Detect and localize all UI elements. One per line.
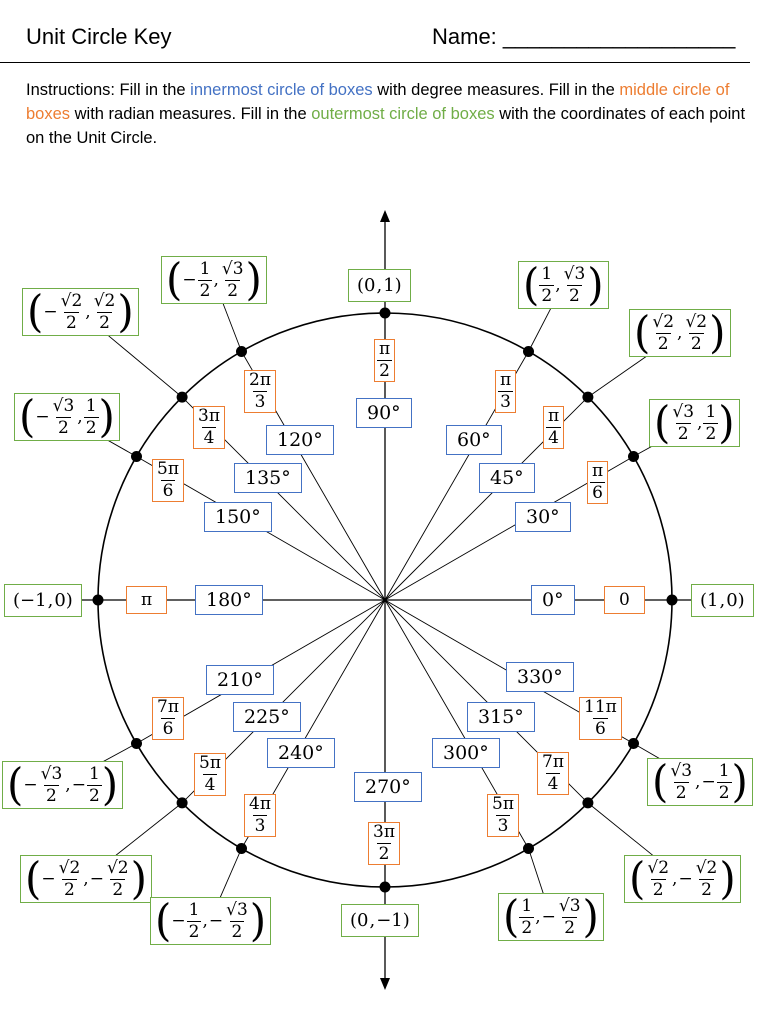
fraction-denominator: 2 — [718, 782, 730, 803]
radian-box-150 — [152, 459, 184, 502]
value-text: 0 — [357, 910, 369, 931]
radian-box-210 — [152, 697, 184, 740]
fraction-denominator: 2 — [379, 361, 390, 381]
minus-sign: − — [23, 775, 38, 795]
value-text: π — [141, 590, 153, 610]
fraction-numerator: π — [592, 461, 604, 481]
fraction — [668, 760, 694, 803]
open-paren: ( — [652, 755, 669, 808]
fraction-denominator: 2 — [66, 312, 77, 333]
degree-box-225: 225° — [233, 702, 301, 732]
fraction — [155, 461, 181, 500]
coordinate-box-225 — [20, 852, 152, 905]
open-paren: ( — [7, 758, 24, 811]
fraction-denominator: 2 — [112, 879, 124, 900]
fraction — [220, 258, 246, 301]
open-paren: ( — [634, 306, 651, 359]
fraction-numerator: √3 — [558, 895, 581, 916]
coordinate-box-240 — [150, 894, 271, 947]
fraction — [683, 311, 709, 354]
fraction-numerator: 7π — [542, 752, 564, 772]
fraction-denominator: 2 — [657, 333, 669, 354]
fraction-numerator: 2π — [249, 370, 271, 390]
fraction — [590, 463, 605, 502]
fraction — [519, 895, 534, 938]
instructions-coordinate-hint: outermost circle of boxes — [311, 105, 495, 123]
coordinate-box-60 — [518, 258, 609, 311]
radian-box-300 — [487, 794, 519, 837]
fraction-numerator: 4π — [249, 794, 271, 814]
fraction — [670, 401, 696, 444]
fraction-denominator: 4 — [204, 775, 216, 795]
fraction — [57, 857, 83, 900]
degree-box-270: 270° — [354, 772, 422, 802]
fraction-numerator: 1 — [188, 899, 200, 920]
fraction-numerator: 1 — [521, 895, 533, 916]
fraction-numerator: π — [379, 339, 391, 359]
coordinate-box-270 — [341, 904, 419, 937]
fraction-numerator: 7π — [157, 697, 179, 717]
minus-sign: − — [678, 869, 693, 889]
fraction — [247, 796, 273, 835]
radian-box-330 — [579, 697, 622, 740]
fraction — [371, 824, 397, 863]
coordinate-box-315 — [624, 852, 741, 905]
close-paren: ) — [245, 253, 262, 306]
fraction-numerator: 11π — [584, 697, 617, 717]
radian-box-90 — [374, 339, 395, 382]
coordinate-box-150 — [14, 390, 120, 443]
fraction-numerator: √3 — [672, 401, 695, 422]
fraction-numerator: √2 — [685, 311, 708, 332]
comma: , — [77, 407, 83, 427]
open-paren: ( — [523, 258, 540, 311]
fraction-denominator: 2 — [569, 285, 580, 306]
close-paren: ) — [65, 590, 73, 611]
comma: , — [719, 590, 726, 611]
fraction-numerator: √3 — [563, 263, 586, 284]
instructions-text: with degree measures. Fill in the — [372, 81, 620, 99]
instructions-text: with the coordinates of each point on the Unit Circle. — [26, 105, 746, 147]
fraction — [694, 857, 720, 900]
fraction — [562, 263, 588, 306]
fraction-numerator: 5π — [199, 753, 221, 773]
open-paren: ( — [629, 852, 646, 905]
fraction-numerator: √2 — [60, 290, 83, 311]
degree-box-240: 240° — [267, 738, 335, 768]
fraction-denominator: 3 — [500, 392, 511, 412]
minus-sign: − — [701, 772, 716, 792]
fraction-denominator: 2 — [675, 782, 687, 803]
fraction-numerator: √3 — [670, 760, 693, 781]
fraction-denominator: 3 — [497, 816, 509, 836]
minus-sign: − — [35, 407, 50, 427]
degree-box-45: 45° — [479, 463, 535, 493]
fraction — [717, 760, 732, 803]
fraction-denominator: 4 — [548, 428, 559, 448]
minus-sign: − — [541, 907, 556, 927]
fraction-denominator: 2 — [85, 417, 97, 438]
radian-box-240 — [244, 794, 276, 837]
instructions-text: Instructions: Fill in the — [26, 81, 191, 99]
fraction-numerator: 1 — [85, 395, 97, 416]
fraction-denominator: 3 — [254, 816, 266, 836]
comma: , — [677, 323, 683, 343]
fraction-numerator: 1 — [541, 263, 553, 284]
coordinate-box-180 — [4, 584, 82, 617]
radian-box-270 — [368, 822, 400, 865]
degree-box-315: 315° — [467, 702, 535, 732]
open-paren: ( — [700, 590, 708, 611]
fraction-denominator: 2 — [188, 921, 200, 942]
coordinate-box-135 — [22, 285, 139, 338]
fraction — [84, 395, 99, 438]
instructions-radian-hint: middle circle of boxes — [26, 81, 730, 123]
fraction-denominator: 6 — [594, 719, 606, 739]
value-text: 0 — [364, 275, 376, 296]
page-title: Unit Circle Key — [26, 24, 172, 49]
fraction — [92, 290, 118, 333]
fraction — [546, 408, 561, 447]
degree-box-90: 90° — [356, 398, 412, 428]
value-text: −1 — [376, 910, 403, 931]
fraction-numerator: 3π — [198, 406, 220, 426]
fraction-denominator: 4 — [547, 774, 559, 794]
close-paren: ) — [98, 390, 115, 443]
degree-box-135: 135° — [234, 463, 302, 493]
fraction-numerator: 5π — [157, 459, 179, 479]
coordinate-box-45 — [629, 306, 731, 359]
close-paren: ) — [249, 894, 267, 947]
comma: , — [697, 413, 703, 433]
fraction-numerator: 1 — [88, 763, 100, 784]
fraction-numerator: 1 — [718, 760, 730, 781]
fraction-denominator: 2 — [58, 417, 69, 438]
degree-box-180: 180° — [195, 585, 263, 615]
fraction-denominator: 2 — [564, 917, 576, 938]
value-text: 1 — [383, 275, 395, 296]
instructions-text: with radian measures. Fill in the — [70, 105, 312, 123]
comma: , — [535, 907, 541, 927]
fraction-denominator: 2 — [677, 423, 689, 444]
comma: , — [555, 275, 561, 295]
coordinate-box-0 — [691, 584, 754, 617]
fraction — [377, 341, 392, 380]
open-paren: ( — [350, 910, 358, 931]
fraction — [490, 796, 516, 835]
comma: , — [695, 772, 701, 792]
open-paren: ( — [654, 396, 671, 449]
fraction-numerator: √2 — [106, 857, 129, 878]
fraction-denominator: 2 — [652, 879, 664, 900]
fraction-denominator: 2 — [199, 280, 211, 301]
fraction-denominator: 2 — [690, 333, 702, 354]
fraction-denominator: 2 — [88, 785, 100, 806]
fraction — [224, 899, 250, 942]
fraction-numerator: √3 — [221, 258, 244, 279]
coordinate-box-330 — [647, 755, 753, 808]
fraction — [645, 857, 671, 900]
fraction — [197, 755, 223, 794]
fraction-numerator: 1 — [705, 401, 717, 422]
coordinate-box-90 — [348, 269, 411, 302]
fraction — [582, 699, 619, 738]
fraction — [650, 311, 676, 354]
open-paren: ( — [13, 590, 21, 611]
fraction-denominator: 2 — [64, 879, 75, 900]
fraction — [539, 263, 554, 306]
minus-sign: − — [71, 775, 86, 795]
fraction-numerator: √2 — [647, 857, 670, 878]
degree-box-150: 150° — [204, 502, 272, 532]
minus-sign: − — [182, 270, 197, 290]
radian-box-315 — [537, 752, 569, 795]
degree-box-60: 60° — [446, 425, 502, 455]
value-text: 1 — [707, 590, 719, 611]
degree-box-300: 300° — [432, 738, 500, 768]
fraction — [51, 395, 77, 438]
comma: , — [65, 775, 71, 795]
radian-box-120 — [244, 370, 276, 413]
fraction — [540, 754, 566, 793]
close-paren: ) — [587, 258, 604, 311]
fraction-numerator: √3 — [52, 395, 75, 416]
coordinate-box-210 — [2, 758, 123, 811]
open-paren: ( — [27, 285, 44, 338]
fraction — [247, 372, 273, 411]
comma: , — [213, 270, 219, 290]
degree-box-120: 120° — [266, 425, 334, 455]
minus-sign: − — [43, 302, 58, 322]
value-text: −1 — [20, 590, 47, 611]
fraction — [498, 372, 513, 411]
value-text: 0 — [726, 590, 738, 611]
comma: , — [47, 590, 54, 611]
close-paren: ) — [101, 758, 119, 811]
degree-box-330: 330° — [506, 662, 574, 692]
fraction-numerator: √2 — [93, 290, 116, 311]
fraction — [105, 857, 131, 900]
comma: , — [85, 302, 91, 322]
fraction — [198, 258, 213, 301]
open-paren: ( — [357, 275, 365, 296]
fraction-numerator: 5π — [492, 794, 514, 814]
fraction — [59, 290, 85, 333]
close-paren: ) — [402, 910, 410, 931]
open-paren: ( — [25, 852, 42, 905]
radian-box-180 — [126, 586, 167, 614]
fraction-denominator: 6 — [162, 719, 174, 739]
open-paren: ( — [19, 390, 36, 443]
radian-box-225 — [194, 753, 226, 796]
fraction-denominator: 6 — [162, 481, 174, 501]
fraction-numerator: π — [500, 370, 512, 390]
fraction — [557, 895, 583, 938]
radian-box-45 — [543, 406, 564, 449]
comma: , — [376, 275, 383, 296]
fraction-denominator: 2 — [705, 423, 717, 444]
fraction-denominator: 2 — [378, 844, 390, 864]
fraction-denominator: 2 — [46, 785, 57, 806]
degree-box-0: 0° — [531, 585, 575, 615]
fraction-denominator: 2 — [521, 917, 533, 938]
name-field-label: Name: ___________________ — [432, 24, 736, 49]
open-paren: ( — [503, 890, 520, 943]
fraction — [39, 763, 65, 806]
close-paren: ) — [394, 275, 402, 296]
fraction-numerator: √3 — [40, 763, 63, 784]
comma: , — [672, 869, 678, 889]
radian-box-0 — [604, 586, 645, 614]
fraction-numerator: √2 — [58, 857, 81, 878]
close-paren: ) — [130, 852, 147, 905]
close-paren: ) — [117, 285, 134, 338]
fraction-denominator: 2 — [227, 280, 239, 301]
fraction-numerator: √2 — [695, 857, 718, 878]
fraction — [155, 699, 181, 738]
degree-box-30: 30° — [515, 502, 571, 532]
coordinate-box-300 — [498, 890, 604, 943]
fraction-denominator: 3 — [254, 392, 266, 412]
fraction — [196, 408, 222, 447]
value-text: 0 — [619, 590, 630, 610]
close-paren: ) — [731, 755, 748, 808]
fraction-denominator: 4 — [203, 428, 215, 448]
fraction — [87, 763, 102, 806]
radian-box-30 — [587, 461, 608, 504]
radian-box-60 — [495, 370, 516, 413]
fraction-denominator: 2 — [231, 921, 243, 942]
minus-sign: − — [171, 911, 186, 931]
comma: , — [83, 869, 89, 889]
fraction-denominator: 2 — [541, 285, 553, 306]
comma: , — [369, 910, 376, 931]
minus-sign: − — [89, 869, 104, 889]
fraction-numerator: π — [548, 406, 560, 426]
comma: , — [202, 911, 208, 931]
close-paren: ) — [709, 306, 726, 359]
coordinate-box-30 — [649, 396, 740, 449]
close-paren: ) — [719, 852, 736, 905]
minus-sign: − — [208, 911, 224, 931]
minus-sign: − — [41, 869, 56, 889]
fraction — [187, 899, 202, 942]
close-paren: ) — [718, 396, 735, 449]
fraction-numerator: 3π — [373, 822, 395, 842]
fraction-numerator: √2 — [652, 311, 675, 332]
close-paren: ) — [737, 590, 745, 611]
fraction-numerator: √3 — [226, 899, 248, 920]
fraction-numerator: 1 — [199, 258, 211, 279]
value-text: 0 — [54, 590, 66, 611]
coordinate-box-120 — [161, 253, 267, 306]
fraction-denominator: 2 — [701, 879, 712, 900]
degree-box-210: 210° — [206, 665, 274, 695]
instructions-degree-hint: innermost circle of boxes — [190, 81, 373, 99]
open-paren: ( — [155, 894, 172, 947]
open-paren: ( — [166, 253, 183, 306]
radian-box-135 — [193, 406, 225, 449]
fraction-denominator: 2 — [99, 312, 110, 333]
fraction-denominator: 6 — [592, 483, 603, 503]
close-paren: ) — [582, 890, 599, 943]
fraction — [703, 401, 718, 444]
